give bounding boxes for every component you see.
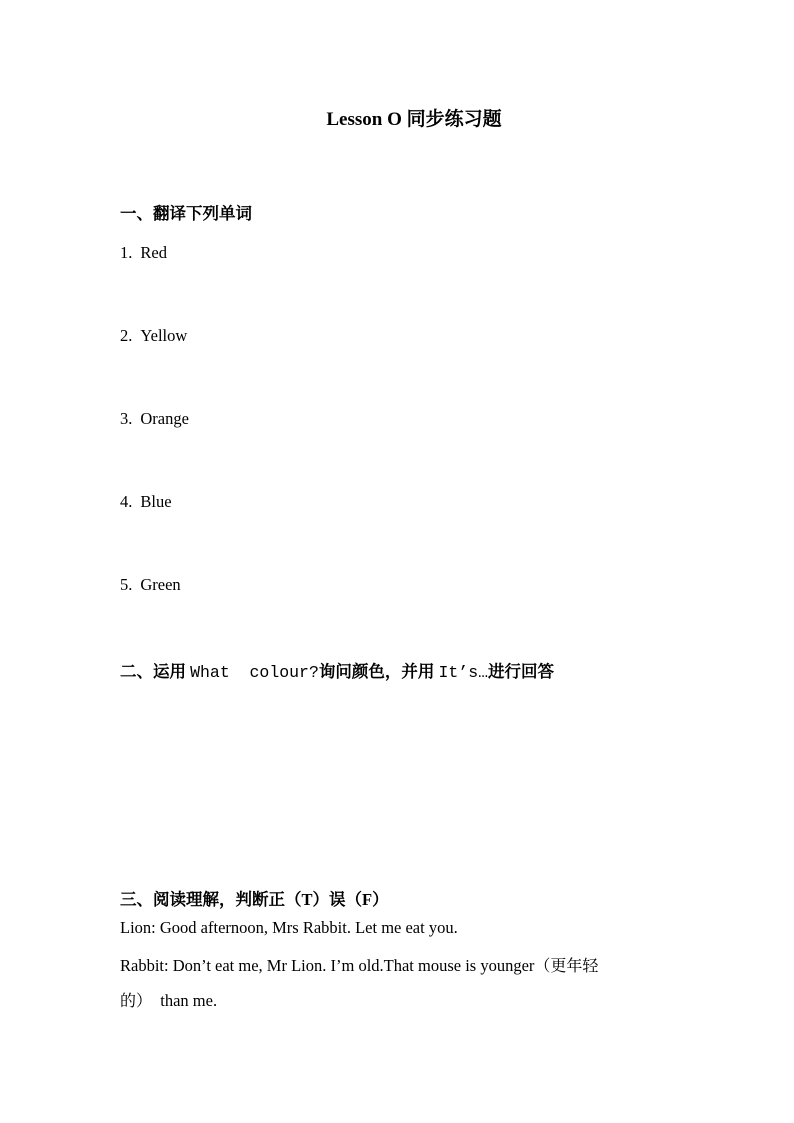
item-word: Green: [140, 575, 181, 594]
page-title: Lesson O 同步练习题: [326, 109, 502, 130]
section2-heading-prefix: 二、运用: [120, 662, 186, 681]
section3-heading: 三、阅读理解，判断正（T）误（F）: [120, 890, 389, 909]
word-item: [120, 492, 172, 512]
item-number: 4.: [120, 492, 133, 511]
word-item: [120, 326, 187, 346]
passage-text: than me.: [152, 991, 218, 1010]
word-item: [120, 575, 181, 595]
section2-heading-question: What colour?: [190, 663, 319, 682]
word-item: [120, 409, 189, 429]
passage-line: Lion: Good afternoon, Mrs Rabbit. Let me eat you.: [120, 918, 458, 937]
section2-heading: [120, 658, 554, 682]
word-item: [120, 243, 167, 263]
item-number: 3.: [120, 409, 133, 428]
item-word: Red: [140, 243, 167, 262]
item-word: Yellow: [140, 326, 188, 345]
item-word: Orange: [140, 409, 189, 428]
section1-heading: 一、翻译下列单词: [120, 204, 252, 223]
item-word: Blue: [140, 492, 172, 511]
item-number: 5.: [120, 575, 133, 594]
item-number: 2.: [120, 326, 133, 345]
passage-gloss: 的）: [120, 991, 153, 1010]
passage-text: Rabbit: Don’t eat me, Mr Lion. I’m old.That mouse is younger: [120, 956, 535, 975]
passage-line: [120, 988, 217, 1011]
item-number: 1.: [120, 243, 133, 262]
passage-gloss: （更年轻: [534, 956, 599, 975]
section2-heading-suffix: 进行回答: [488, 662, 554, 681]
passage-line: [120, 953, 598, 976]
section2-heading-answer: It’s…: [438, 663, 488, 682]
section2-heading-mid: 询问颜色，并用: [318, 662, 435, 681]
